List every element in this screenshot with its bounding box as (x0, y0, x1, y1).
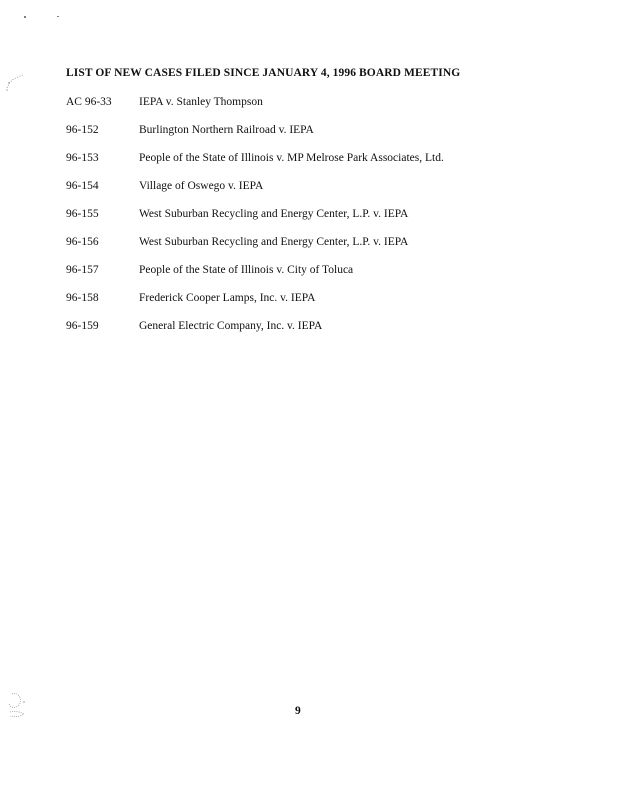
case-row (66, 292, 586, 320)
page-number: 9 (295, 705, 301, 717)
case-title: General Electric Company, Inc. v. IEPA (139, 320, 323, 332)
case-row (66, 180, 586, 208)
case-row (66, 236, 586, 264)
case-title: Village of Oswego v. IEPA (139, 180, 264, 192)
case-row (66, 208, 586, 236)
scan-speck (24, 16, 26, 18)
case-title: Burlington Northern Railroad v. IEPA (139, 124, 314, 136)
document-heading: LIST OF NEW CASES FILED SINCE JANUARY 4, 1996 BOARD MEETING (66, 67, 461, 79)
case-row (66, 96, 586, 124)
case-number: AC 96-33 (66, 96, 112, 108)
case-list (66, 96, 586, 348)
case-number: 96-157 (66, 264, 99, 276)
case-title: Frederick Cooper Lamps, Inc. v. IEPA (139, 292, 316, 304)
case-number: 96-159 (66, 320, 99, 332)
case-row (66, 264, 586, 292)
case-title: IEPA v. Stanley Thompson (139, 96, 263, 108)
case-number: 96-158 (66, 292, 99, 304)
case-row (66, 320, 586, 348)
case-row (66, 152, 586, 180)
case-number: 96-153 (66, 152, 99, 164)
case-title: West Suburban Recycling and Energy Center, L.P. v. IEPA (139, 236, 409, 248)
case-title: People of the State of Illinois v. MP Melrose Park Associates, Ltd. (139, 152, 444, 164)
case-number: 96-154 (66, 180, 99, 192)
case-title: People of the State of Illinois v. City of Toluca (139, 264, 354, 276)
case-number: 96-152 (66, 124, 99, 136)
case-number: 96-156 (66, 236, 99, 248)
case-row (66, 124, 586, 152)
case-title: West Suburban Recycling and Energy Center, L.P. v. IEPA (139, 208, 409, 220)
scan-smudge-bottom-left (4, 690, 32, 720)
scan-smudge-top-left (4, 70, 26, 92)
scan-speck (57, 16, 59, 17)
case-number: 96-155 (66, 208, 99, 220)
